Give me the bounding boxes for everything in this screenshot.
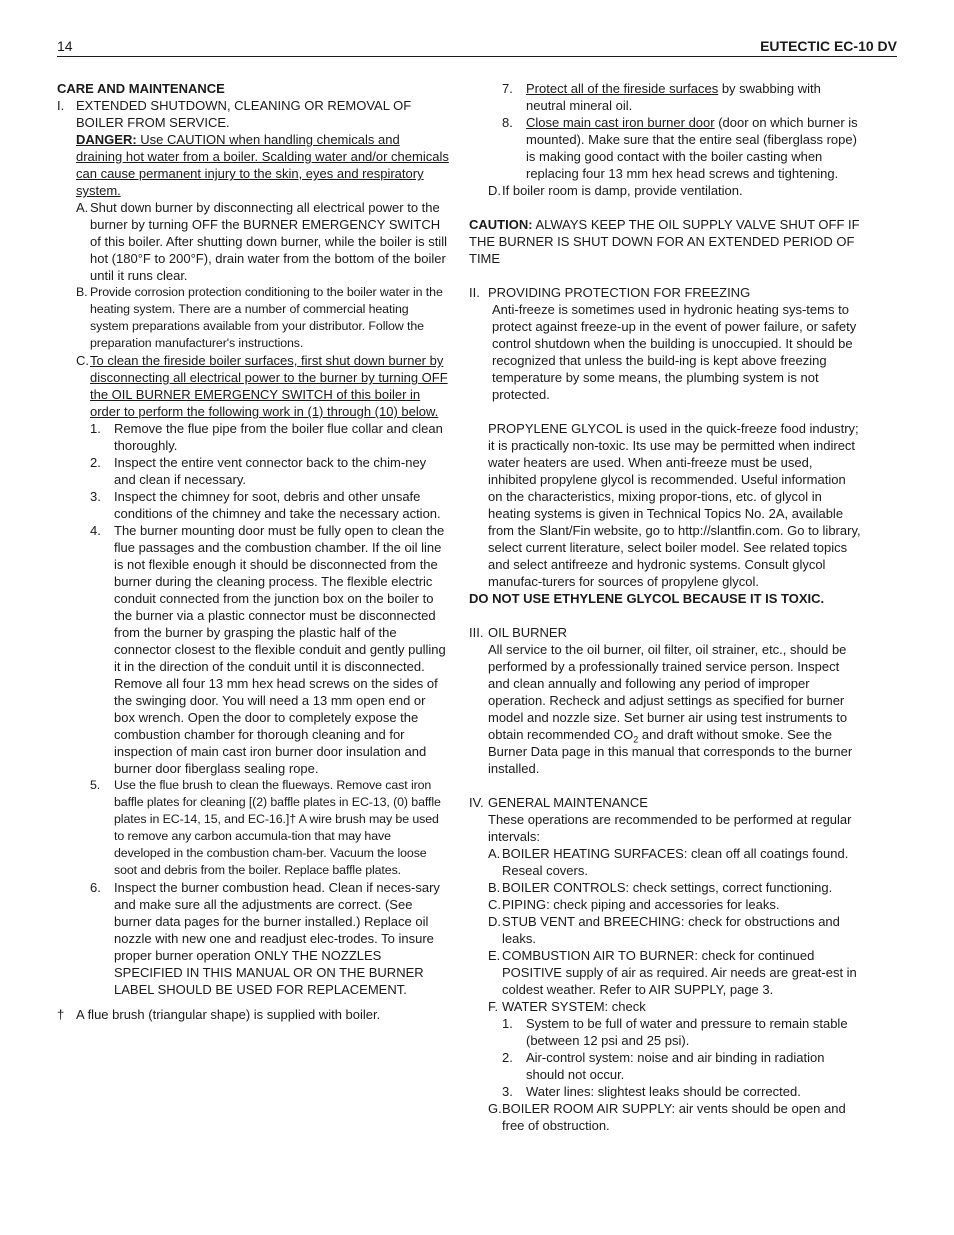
page-header [57, 36, 897, 57]
item-text: WATER SYSTEM: check [502, 999, 646, 1014]
dagger-mark: † [57, 1007, 65, 1022]
maintenance-intro: These operations are recommended to be performed at regular intervals: [488, 812, 852, 844]
list-item [488, 998, 861, 1015]
item-c-text: To clean the fireside boiler surfaces, first shut down burner by disconnecting all electrical power to the burner by turning OFF the OIL BURNER EMERGENCY SWITCH of this boiler in order to perform the following work in (1) through (10) below. [90, 353, 448, 419]
sub-item-number: 2. [502, 1050, 513, 1065]
item-letter: F. [488, 999, 499, 1014]
section-2-heading [469, 284, 861, 301]
step-text [526, 114, 861, 182]
list-item [90, 420, 449, 454]
item-text: PIPING: check piping and accessories for leaks. [502, 897, 780, 912]
step-8-rest: (door on which burner is mounted). Make sure that the entire seal (fiberglass rope) is making good contact with the boiler casting when replacing four 13 mm hex head screws and tightening. [526, 115, 858, 181]
step-text: Inspect the chimney for soot, debris and other unsafe conditions of the chimney and take the necessary action. [114, 489, 441, 521]
oil-burner-paragraph [469, 641, 861, 777]
list-item [90, 488, 449, 522]
step-number: 7. [502, 81, 513, 96]
caution-notice [469, 216, 861, 267]
section-3-heading [469, 624, 861, 641]
water-system-list [488, 1015, 861, 1100]
item-letter: C. [488, 897, 501, 912]
step-number: 6. [90, 880, 101, 895]
oil-burner-text: and draft without smoke. See the Burner Data page in this manual that corresponds to the burner installed. [488, 727, 853, 776]
sub-item-text: Air-control system: noise and air binding in radiation should not occur. [526, 1050, 825, 1082]
co2-subscript: 2 [633, 734, 639, 745]
list-item [502, 114, 861, 182]
step-7-rest: by swabbing with neutral mineral oil. [526, 81, 821, 113]
item-b-text: Provide corrosion protection conditioning to the boiler water in the heating system. There are a number of commercial heating system preparations available from your distributor. Follow the preparation manufacturer's instructions. [90, 285, 443, 350]
oil-burner-text: All service to the oil burner, oil filter, oil strainer, etc., should be performed by a professionally trained service person. Inspect and clean annually and following any period of improper operation. Recheck and adjust settings as specified for burner model and nozzle size. Set burner air using test instruments to obtain recommended CO [488, 642, 848, 742]
item-d [469, 182, 861, 199]
list-item [90, 454, 449, 488]
item-a-letter: A. [76, 200, 89, 215]
list-item [488, 845, 861, 879]
cleaning-steps-7-8 [469, 80, 861, 182]
danger-notice [76, 131, 449, 199]
list-item [488, 879, 861, 896]
footnote-text: A flue brush (triangular shape) is supplied with boiler. [76, 1007, 381, 1022]
item-d-text: If boiler room is damp, provide ventilation. [502, 183, 743, 198]
section-4-title: GENERAL MAINTENANCE [488, 795, 648, 810]
step-text: Inspect the burner combustion head. Clean if neces-sary and make sure all the adjustments are correct. (See burner data pages for the burner installed.) Replace oil nozzle with new one and readjust elec-trodes. To insure proper burner operation ONLY THE NOZZLES SPECIFIED IN THIS MANUAL OR ON THE BURNER LABEL SHOULD BE USED FOR REPLACEMENT. [114, 880, 440, 997]
item-c [57, 352, 449, 420]
danger-text: Use CAUTION when handling chemicals and draining hot water from a boiler. Scalding water and/or chemicals can cause permanent injury to the skin, eyes and respiratory system. [76, 132, 449, 198]
list-item [90, 879, 449, 998]
step-text [526, 80, 861, 114]
section-1-title: EXTENDED SHUTDOWN, CLEANING OR REMOVAL OF BOILER FROM SERVICE. [76, 98, 412, 130]
section-3-number: III. [469, 625, 484, 640]
sub-item-text: Water lines: slightest leaks should be corrected. [526, 1084, 801, 1099]
document-title: EUTECTIC EC-10 DV [760, 38, 897, 54]
caution-text: ALWAYS KEEP THE OIL SUPPLY VALVE SHUT OFF IF THE BURNER IS SHUT DOWN FOR AN EXTENDED PERIOD OF TIME [469, 217, 860, 266]
item-text: BOILER HEATING SURFACES: clean off all coatings found. Reseal covers. [502, 846, 849, 878]
section-1-number: I. [57, 98, 65, 113]
step-number: 3. [90, 489, 101, 504]
step-8-underlined: Close main cast iron burner door [526, 115, 715, 130]
item-b-letter: B. [76, 285, 88, 299]
item-text: STUB VENT and BREECHING: check for obstructions and leaks. [502, 914, 840, 946]
ethylene-glycol-warning: DO NOT USE ETHYLENE GLYCOL BECAUSE IT IS TOXIC. [469, 591, 825, 606]
item-letter: D. [488, 914, 501, 929]
list-item [502, 1083, 861, 1100]
section-3-title: OIL BURNER [488, 625, 567, 640]
item-letter: B. [488, 880, 501, 895]
right-column [469, 80, 861, 1134]
antifreeze-paragraph: Anti-freeze is sometimes used in hydronic heating sys-tems to protect against freeze-up in the event of power failure, or safety control shutdown when the building is unoccupied. It should be recognized that unless the build-ing is kept above freezing temperature by some means, the plumbing system is not protected. [492, 302, 857, 402]
item-text: BOILER ROOM AIR SUPPLY: air vents should be open and free of obstruction. [502, 1101, 846, 1133]
list-item [502, 1015, 861, 1049]
step-number: 1. [90, 421, 101, 436]
section-2-number: II. [469, 285, 480, 300]
sub-item-number: 3. [502, 1084, 513, 1099]
item-d-letter: D. [488, 183, 501, 198]
section-title: CARE AND MAINTENANCE [57, 81, 225, 96]
section-4-heading [469, 794, 861, 811]
caution-label: CAUTION: [469, 217, 533, 232]
step-text: Remove the flue pipe from the boiler flue collar and clean thoroughly. [114, 421, 443, 453]
item-letter: E. [488, 948, 501, 963]
item-a-text: Shut down burner by disconnecting all electrical power to the burner by turning OFF the BURNER EMERGENCY SWITCH of this boiler. After shutting down burner, while the boiler is still hot (180°F to 200°F), drain water from the bottom of the boiler until it runs clear. [90, 200, 447, 283]
item-letter: G. [488, 1101, 502, 1116]
step-number: 4. [90, 523, 101, 538]
item-text: COMBUSTION AIR TO BURNER: check for continued POSITIVE supply of air as required. Air needs are great-est in coldest weather. Refer to AIR SUPPLY, page 3. [502, 948, 857, 997]
step-7-underlined: Protect all of the fireside surfaces [526, 81, 719, 96]
item-a [57, 199, 449, 284]
list-item [502, 80, 861, 114]
left-column [57, 80, 449, 1023]
step-number: 2. [90, 455, 101, 470]
section-2-title: PROVIDING PROTECTION FOR FREEZING [488, 285, 751, 300]
list-item [90, 777, 449, 879]
sub-item-text: System to be full of water and pressure to remain stable (between 12 psi and 25 psi). [526, 1016, 848, 1048]
cleaning-steps-1-6 [57, 420, 449, 998]
item-c-letter: C. [76, 353, 89, 368]
sub-item-number: 1. [502, 1016, 513, 1031]
step-number: 5. [90, 778, 101, 792]
step-text: Use the flue brush to clean the flueways. Remove cast iron baffle plates for cleaning [(2) baffle plates in EC-13, (0) baffle plates in EC-14, 15, and EC-16.]† A wire brush may be used to remove any carbon accumula-tion that may have developed in the combustion cham-ber. Vacuum the loose soot and debris from the boiler. Replace baffle plates. [114, 778, 441, 877]
list-item [488, 1100, 861, 1134]
maintenance-list [469, 845, 861, 1134]
danger-label: DANGER: [76, 132, 137, 147]
footnote [57, 1006, 449, 1023]
list-item [502, 1049, 861, 1083]
section-1 [57, 97, 449, 199]
item-b [57, 284, 449, 352]
item-letter: A. [488, 846, 501, 861]
page-number: 14 [57, 38, 73, 54]
item-text: BOILER CONTROLS: check settings, correct functioning. [502, 880, 833, 895]
list-item [488, 913, 861, 947]
section-4-number: IV. [469, 795, 484, 810]
list-item [488, 947, 861, 998]
step-text: The burner mounting door must be fully open to clean the flue passages and the combustion chamber. If the oil line is not flexible enough it should be disconnected from the burner during the cleaning process. The flexible electric conduit connected from the junction box on the boiler to the burner via a plastic connector must be disconnected from the burner by grasping the plastic half of the connector closest to the flexible conduit and gently pulling it in the direction of the conduit until it is disconnected. Remove all four 13 mm hex head screws on the sides of the swinging door. You will need a 13 mm open end or box wrench. Open the door to completely expose the combustion chamber for thorough cleaning and for inspection of main cast iron burner door insulation and burner door fiberglass sealing rope. [114, 523, 446, 776]
list-item [90, 522, 449, 777]
step-number: 8. [502, 115, 513, 130]
step-text: Inspect the entire vent connector back to the chim-ney and clean if necessary. [114, 455, 427, 487]
list-item [488, 896, 861, 913]
propylene-glycol-paragraph: PROPYLENE GLYCOL is used in the quick-freeze food industry; it is practically non-toxic. Its use may be permitted when indirect water heaters are used. When anti-freeze must be used, inhibited propylene glycol is recommended. Useful information on the characteristics, mixing propor-tions, etc. of glycol in heating systems is given in Technical Topics No. 2A, available from the Slant/Fin website, go to http://slantfin.com. Go to library, select current literature, select boiler model. See related topics and select antifreeze and hydronic systems. Consult glycol manufac-turers for sources of propylene glycol. [488, 421, 861, 589]
